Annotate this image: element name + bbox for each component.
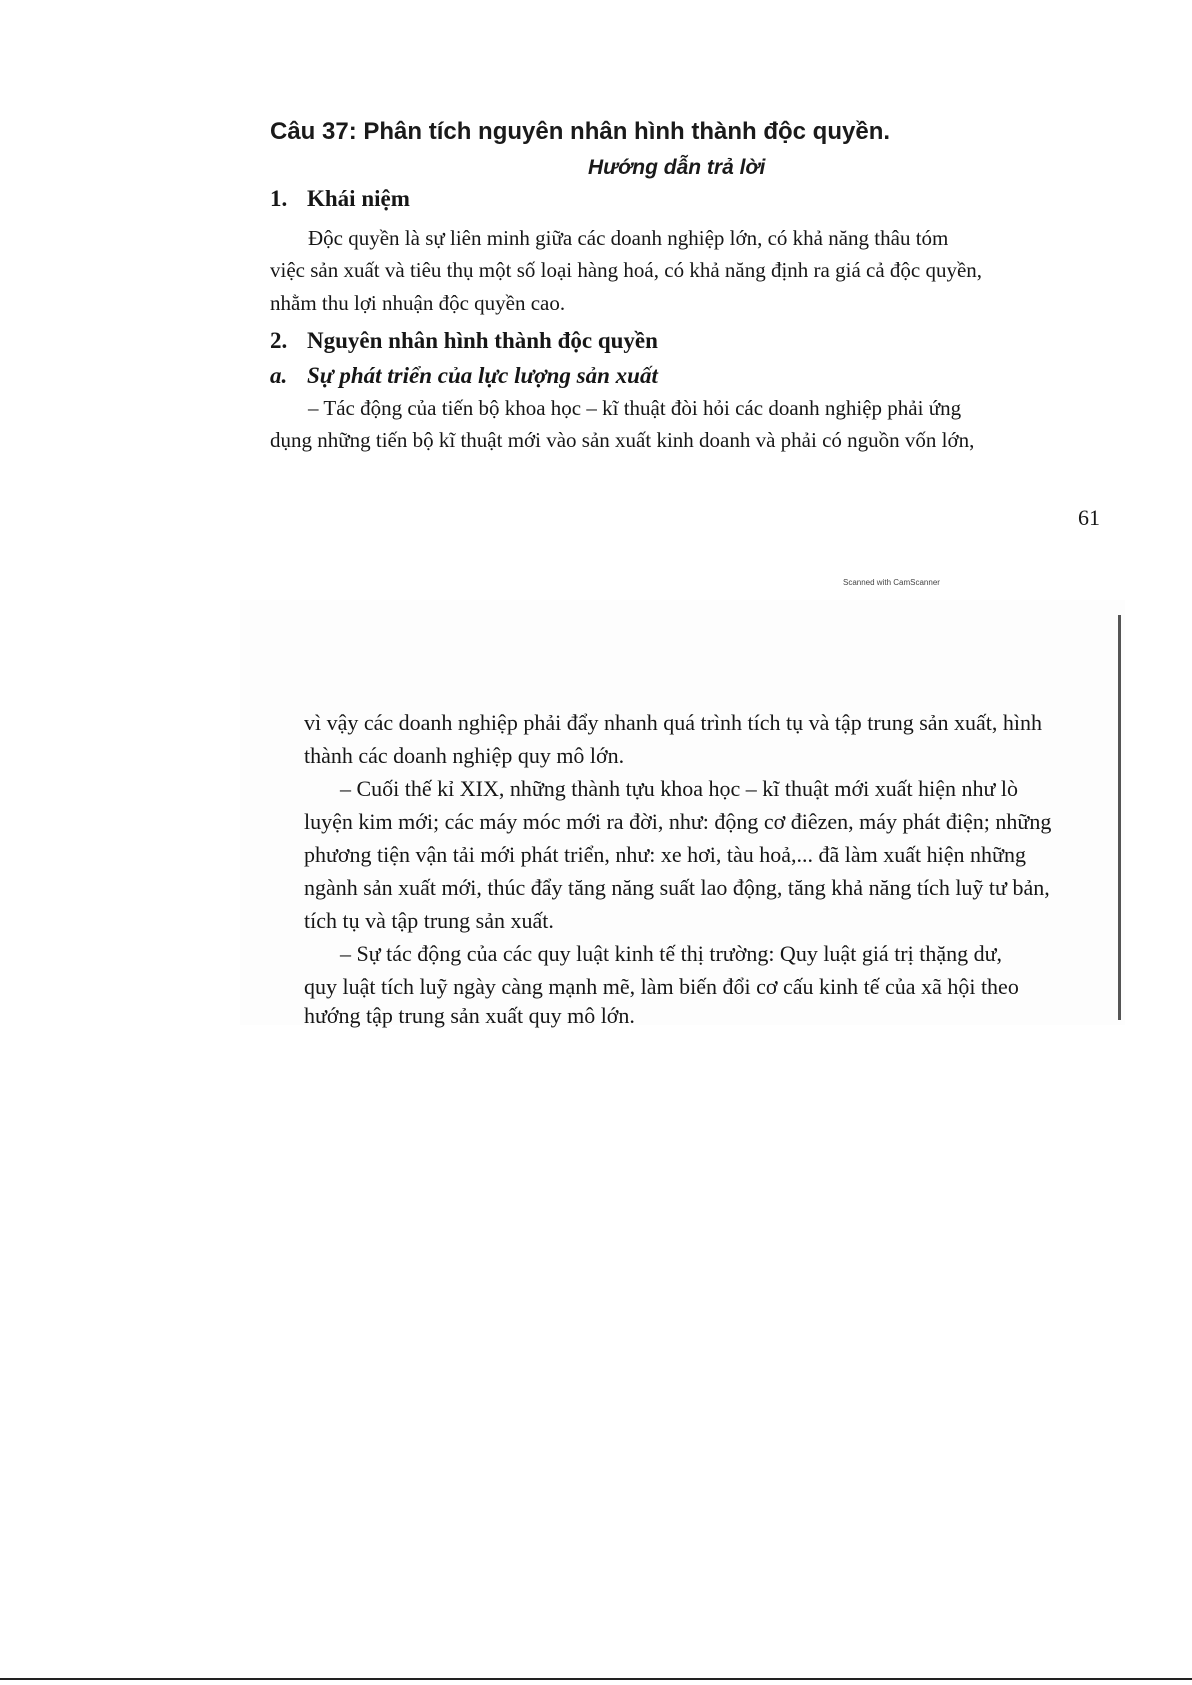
subsection-a-number: a. — [270, 363, 288, 388]
scanner-watermark: Scanned with CamScanner — [843, 578, 940, 587]
paragraph-line: luyện kim mới; các máy móc mới ra đời, như: động cơ điêzen, máy phát điện; những — [304, 809, 1052, 834]
paragraph-line: tích tụ và tập trung sản xuất. — [304, 908, 554, 933]
paragraph-line: – Tác động của tiến bộ khoa học – kĩ thuật đòi hỏi các doanh nghiệp phải ứng — [308, 396, 962, 420]
section-1-number: 1. — [270, 186, 288, 211]
scanned-page-bottom — [240, 600, 1125, 1028]
section-2-heading — [270, 328, 658, 354]
section-2-number: 2. — [270, 328, 288, 353]
paragraph-line: vì vậy các doanh nghiệp phải đẩy nhanh quá trình tích tụ và tập trung sản xuất, hình — [304, 710, 1043, 735]
answer-guide-subtitle: Hướng dẫn trả lời — [588, 156, 766, 179]
subsection-a-title: Sự phát triển của lực lượng sản xuất — [307, 363, 658, 388]
question-title: Câu 37: Phân tích nguyên nhân hình thành độc quyền. — [270, 118, 891, 145]
paragraph-line: dụng những tiến bộ kĩ thuật mới vào sản xuất kinh doanh và phải có nguồn vốn lớn, — [270, 428, 975, 452]
paragraph-line: Độc quyền là sự liên minh giữa các doanh nghiệp lớn, có khả năng thâu tóm — [308, 226, 949, 250]
scan-edge-shadow — [1118, 615, 1121, 1020]
paragraph-line: thành các doanh nghiệp quy mô lớn. — [304, 743, 625, 768]
paragraph-line: – Sự tác động của các quy luật kinh tế thị trường: Quy luật giá trị thặng dư, — [340, 941, 1003, 966]
section-1-heading — [270, 186, 410, 212]
paragraph-line: việc sản xuất và tiêu thụ một số loại hàng hoá, có khả năng định ra giá cả độc quyền, — [270, 258, 983, 282]
bottom-rule — [0, 1678, 1192, 1680]
section-1-title: Khái niệm — [307, 186, 410, 211]
scanned-page-top — [258, 100, 1128, 587]
page-number: 61 — [1078, 505, 1100, 530]
paragraph-line: ngành sản xuất mới, thúc đẩy tăng năng suất lao động, tăng khả năng tích luỹ tư bản, — [304, 875, 1050, 900]
section-2-title: Nguyên nhân hình thành độc quyền — [307, 328, 658, 353]
paragraph-line: phương tiện vận tải mới phát triển, như: xe hơi, tàu hoả,... đã làm xuất hiện những — [304, 842, 1026, 867]
subsection-a-heading — [270, 363, 658, 389]
paragraph-line: quy luật tích luỹ ngày càng mạnh mẽ, làm biến đổi cơ cấu kinh tế của xã hội theo — [304, 974, 1019, 999]
paragraph-line: – Cuối thế kỉ XIX, những thành tựu khoa học – kĩ thuật mới xuất hiện như lò — [340, 776, 1018, 801]
paragraph-line: nhằm thu lợi nhuận độc quyền cao. — [270, 291, 566, 315]
paragraph-line: hướng tập trung sản xuất quy mô lớn. — [304, 1003, 635, 1028]
